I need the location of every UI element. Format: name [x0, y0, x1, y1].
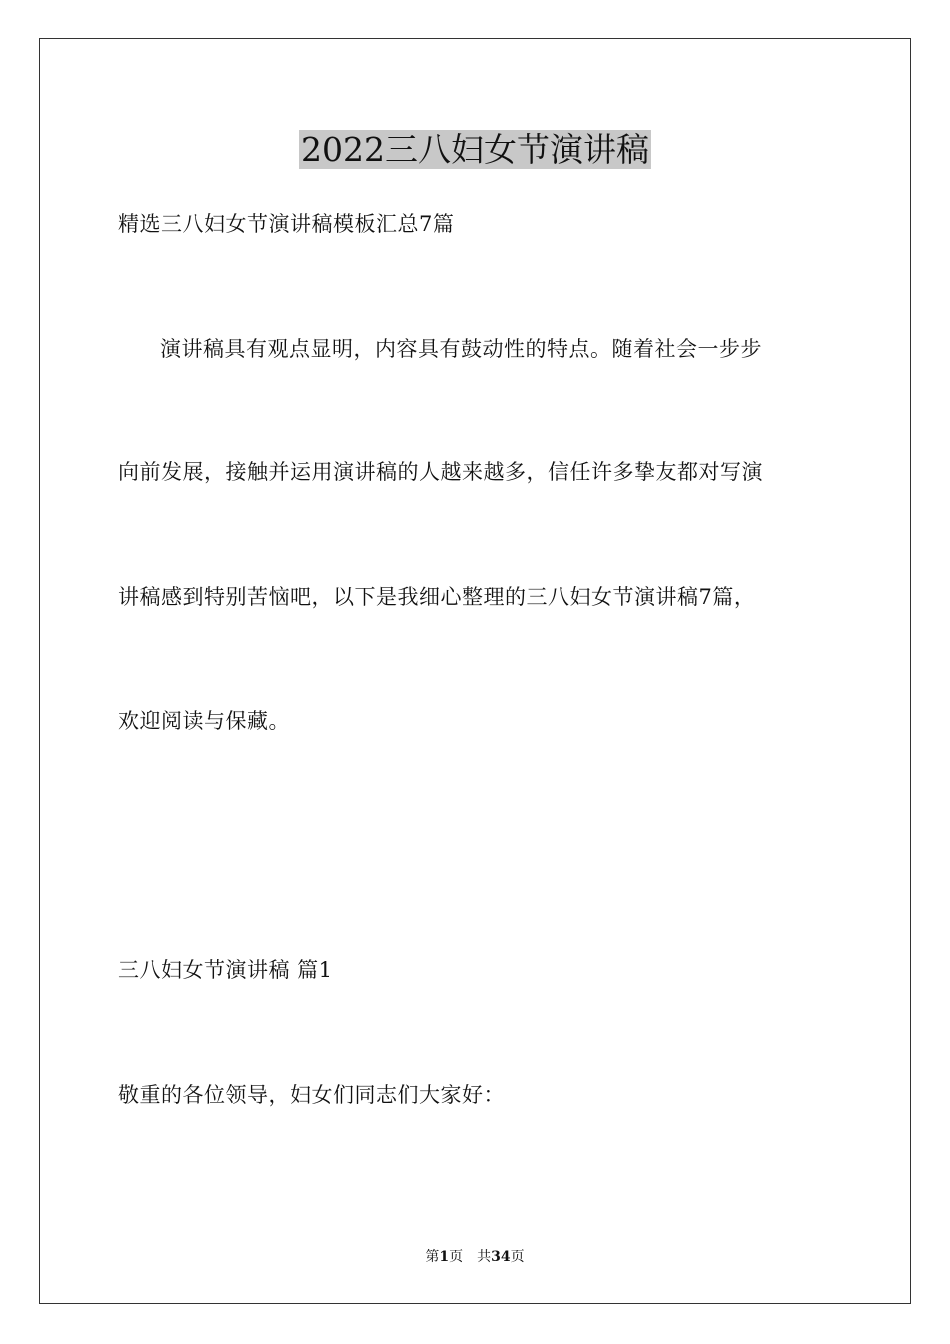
intro-line-2: 向前发展，接触并运用演讲稿的人越来越多，信任许多挚友都对写演 — [118, 460, 763, 484]
document-subtitle: 精选三八妇女节演讲稿模板汇总7篇 — [118, 212, 455, 236]
footer-total-prefix: 共 — [477, 1249, 492, 1265]
footer-page-suffix: 页 — [449, 1249, 464, 1265]
footer-total-suffix: 页 — [510, 1249, 525, 1265]
footer-page-current: 1 — [439, 1249, 450, 1265]
footer-page-total: 34 — [491, 1249, 511, 1265]
document-title-text: 2022三八妇女节演讲稿 — [301, 130, 649, 169]
speech-greeting: 敬重的各位领导，妇女们同志们大家好： — [118, 1083, 505, 1107]
footer-page-prefix: 第 — [425, 1249, 440, 1265]
intro-line-4: 欢迎阅读与保藏。 — [118, 709, 290, 733]
intro-line-3: 讲稿感到特别苦恼吧，以下是我细心整理的三八妇女节演讲稿7篇， — [118, 585, 756, 609]
page-footer — [0, 1247, 950, 1267]
intro-line-1: 演讲稿具有观点显明，内容具有鼓动性的特点。随着社会一步步 — [160, 337, 762, 361]
document-title — [0, 128, 950, 172]
section-heading: 三八妇女节演讲稿 篇1 — [118, 958, 333, 982]
